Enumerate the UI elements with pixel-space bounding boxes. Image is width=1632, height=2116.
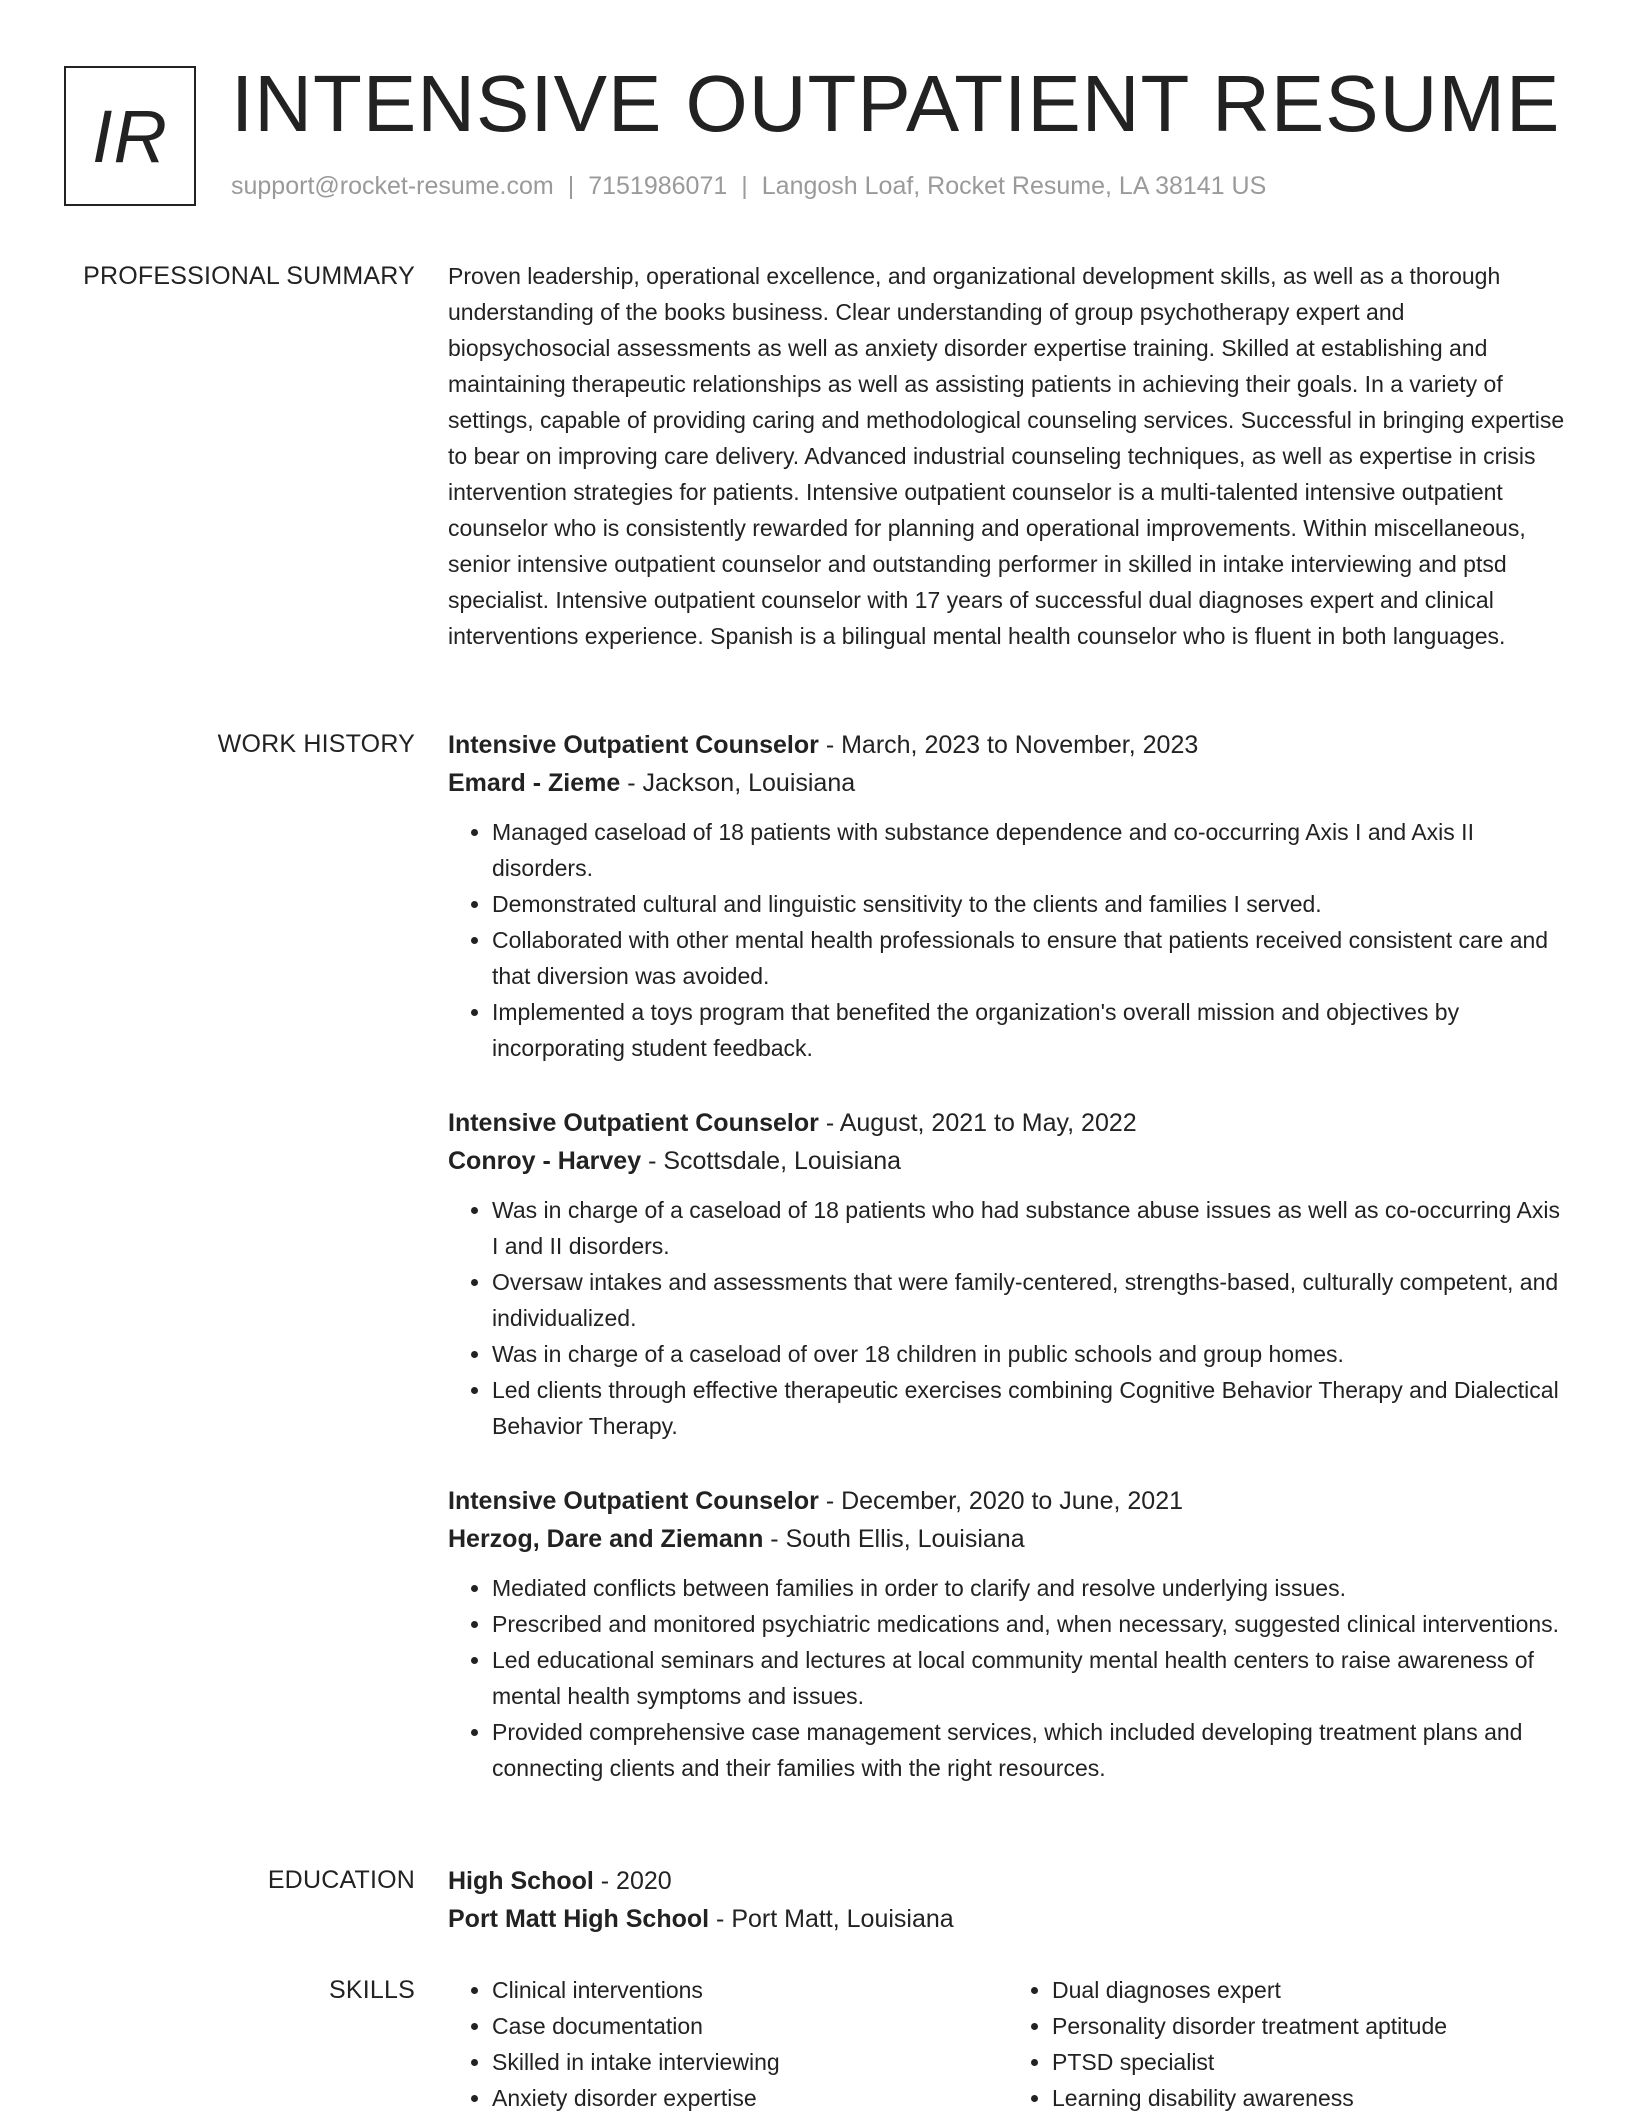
skills-list-left (448, 1972, 1008, 2116)
job-bullet: • Oversaw intakes and assessments that were family-centered, strengths-based, culturally competent, and individualized. (492, 1264, 1568, 1336)
job-company: Emard - Zieme (448, 769, 621, 797)
summary-text: Proven leadership, operational excellence, and organizational development skills, as well as a thorough understanding of the books business. Clear understanding of group psychotherapy expert and biopsychosocial assessments as well as anxiety disorder expertise training. Skilled at establishing and maintaining therapeutic relationships as well as assisting patients in achieving their goals. In a variety of settings, capable of providing caring and methodological counseling services. Successful in bringing expertise to bear on improving care delivery. Advanced industrial counseling techniques, as well as expertise in crisis intervention strategies for patients. Intensive outpatient counselor is a multi-talented intensive outpatient counselor who is consistently rewarded for planning and operational improvements. Within miscellaneous, senior intensive outpatient counselor and outstanding performer in skilled in intake interviewing and ptsd specialist. Intensive outpatient counselor with 17 years of successful dual diagnoses expert and clinical interventions experience. Spanish is a bilingual mental health counselor who is fluent in both languages. (448, 263, 1565, 649)
contact-separator: | (567, 172, 575, 200)
skill-item: • Case documentation (492, 2008, 1008, 2044)
job-entry (448, 726, 1568, 1066)
job-entry (448, 1482, 1568, 1786)
section-heading-education: EDUCATION (267, 1866, 415, 1894)
contact-line (231, 172, 1266, 201)
job-bullet: • Mediated conflicts between families in order to clarify and resolve underlying issues. (492, 1570, 1568, 1606)
skill-item: • Skilled in intake interviewing (492, 2044, 1008, 2080)
section-heading-summary: PROFESSIONAL SUMMARY (83, 262, 415, 290)
skill-item: • Learning disability awareness (1052, 2080, 1568, 2116)
job-dates: - March, 2023 to November, 2023 (818, 731, 1199, 759)
job-bullet: • Managed caseload of 18 patients with substance dependence and co-occurring Axis I and Axis II disorders. (492, 814, 1568, 886)
skills-body (448, 1972, 1568, 2116)
job-bullet: • Provided comprehensive case management services, which included developing treatment plans and connecting clients and their families with the right resources. (492, 1714, 1568, 1786)
skill-item: • Clinical interventions (492, 1972, 1008, 2008)
job-bullets (448, 1570, 1568, 1786)
work-history-body (448, 726, 1568, 1824)
job-bullet: • Was in charge of a caseload of 18 patients who had substance abuse issues as well as co-occurring Axis I and II disorders. (492, 1192, 1568, 1264)
job-bullet: • Was in charge of a caseload of over 18 children in public schools and group homes. (492, 1336, 1568, 1372)
contact-email[interactable]: support@rocket-resume.com (231, 172, 554, 200)
education-school-line (448, 1900, 1568, 1938)
job-company-line (448, 1520, 1568, 1558)
job-company-line (448, 764, 1568, 802)
job-bullet: • Implemented a toys program that benefited the organization's overall mission and objectives by incorporating student feedback. (492, 994, 1568, 1066)
job-location: - Scottsdale, Louisiana (641, 1147, 902, 1175)
job-title-line (448, 726, 1568, 764)
skills-list-right (1008, 1972, 1568, 2116)
summary-body (448, 258, 1568, 654)
education-degree-line (448, 1862, 1568, 1900)
job-dates: - August, 2021 to May, 2022 (818, 1109, 1137, 1137)
contact-address: Langosh Loaf, Rocket Resume, LA 38141 US (761, 172, 1267, 200)
page-title: INTENSIVE OUTPATIENT RESUME (231, 59, 1561, 148)
education-degree: High School (448, 1867, 594, 1895)
job-bullet: • Prescribed and monitored psychiatric medications and, when necessary, suggested clinical interventions. (492, 1606, 1568, 1642)
education-body (448, 1862, 1568, 1938)
job-title: Intensive Outpatient Counselor (448, 731, 819, 759)
skill-item: • PTSD specialist (1052, 2044, 1568, 2080)
section-heading-work-history: WORK HISTORY (217, 730, 415, 758)
job-location: - Jackson, Louisiana (620, 769, 856, 797)
job-title-line (448, 1104, 1568, 1142)
job-bullets (448, 814, 1568, 1066)
skill-item: • Personality disorder treatment aptitude (1052, 2008, 1568, 2044)
monogram-logo: IR (64, 66, 196, 206)
section-heading-skills: SKILLS (329, 1976, 415, 2004)
education-school: Port Matt High School (448, 1905, 710, 1933)
job-company-line (448, 1142, 1568, 1180)
job-bullet: • Led educational seminars and lectures at local community mental health centers to raise awareness of mental health symptoms and issues. (492, 1642, 1568, 1714)
job-company: Conroy - Harvey (448, 1147, 642, 1175)
job-location: - South Ellis, Louisiana (763, 1525, 1025, 1553)
job-bullet: • Collaborated with other mental health professionals to ensure that patients received consistent care and that diversion was avoided. (492, 922, 1568, 994)
job-title: Intensive Outpatient Counselor (448, 1109, 819, 1137)
job-title: Intensive Outpatient Counselor (448, 1487, 819, 1515)
skill-item: • Dual diagnoses expert (1052, 1972, 1568, 2008)
skills-grid (448, 1972, 1568, 2116)
job-bullets (448, 1192, 1568, 1444)
education-year: - 2020 (593, 1867, 672, 1895)
education-location: - Port Matt, Louisiana (709, 1905, 954, 1933)
job-bullet: • Demonstrated cultural and linguistic sensitivity to the clients and families I served. (492, 886, 1568, 922)
contact-separator: | (741, 172, 748, 200)
skill-item: • Anxiety disorder expertise (492, 2080, 1008, 2116)
job-title-line (448, 1482, 1568, 1520)
job-bullet: • Led clients through effective therapeutic exercises combining Cognitive Behavior Therapy and Dialectical Behavior Therapy. (492, 1372, 1568, 1444)
contact-phone[interactable]: 7151986071 (588, 172, 728, 200)
job-entry (448, 1104, 1568, 1444)
job-dates: - December, 2020 to June, 2021 (818, 1487, 1183, 1515)
job-company: Herzog, Dare and Ziemann (448, 1525, 764, 1553)
